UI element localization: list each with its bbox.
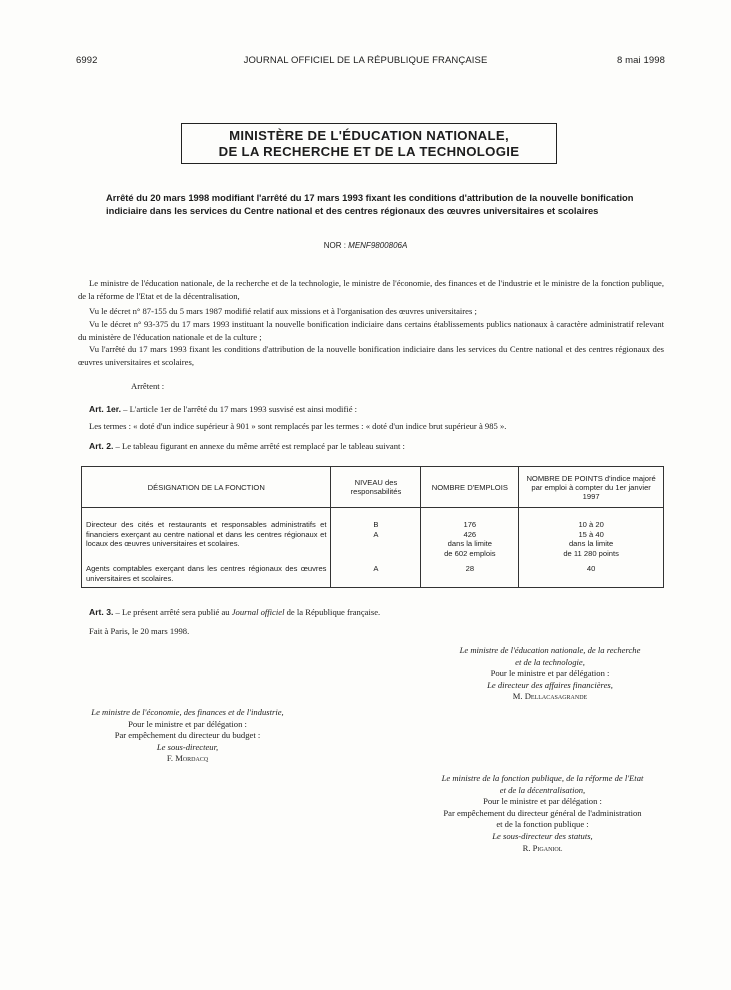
col-header-emplois: NOMBRE D'EMPLOIS xyxy=(421,467,519,508)
cell-points: 40 xyxy=(519,558,664,588)
cell-emplois: 28 xyxy=(421,558,519,588)
ministry-title-box xyxy=(181,123,557,164)
table-row xyxy=(82,508,664,559)
sig3-line6: Le sous-directeur des statuts, xyxy=(492,830,593,841)
sig1-line2: et de la technologie, xyxy=(515,656,585,667)
sig2-line4: Le sous-directeur, xyxy=(156,741,219,752)
cell-points: 10 à 20 15 à 40 dans la limite de 11 280 points xyxy=(519,508,664,559)
sig2-line3: Par empêchement du directeur du budget : xyxy=(114,730,261,741)
article-1-text: – L'article 1er de l'arrêté du 17 mars 1993 susvisé est ainsi modifié : xyxy=(123,404,358,414)
signature-fonction-publique xyxy=(400,773,685,854)
col-header-designation: DÉSIGNATION DE LA FONCTION xyxy=(82,467,331,508)
article-2-label: Art. 2. xyxy=(89,441,114,451)
preamble-vu-1: Vu le décret n° 87-155 du 5 mars 1987 modifié relatif aux missions et à l'organisation des œuvres universitaires ; xyxy=(89,306,477,316)
page-number: 6992 xyxy=(76,55,98,66)
sig1-line3: Pour le ministre et par délégation : xyxy=(490,668,610,679)
col-header-niveau: NIVEAU des responsabilités xyxy=(331,467,421,508)
preamble-vu-3: Vu l'arrêté du 17 mars 1993 fixant les conditions d'attribution de la nouvelle bonification indiciaire dans les services du Centre national et des centres régionaux des œuvres universitaires et scolaires, xyxy=(78,344,664,367)
arrete-title: Arrêté du 20 mars 1998 modifiant l'arrêté du 17 mars 1993 fixant les conditions d'attribution de la nouvelle bonification indiciaire dans les services du Centre national et des centres régionaux des œuvres universitaires et scolaires xyxy=(106,192,634,216)
sig3-line3: Pour le ministre et par délégation : xyxy=(483,796,602,807)
table-row xyxy=(82,558,664,588)
article-2 xyxy=(89,440,664,453)
sig2-line2: Pour le ministre et par délégation : xyxy=(128,718,247,729)
sig1-signatory: M. Dellacasagrande xyxy=(512,691,588,702)
sig3-line1: Le ministre de la fonction publique, de la réforme de l'Etat xyxy=(441,773,644,783)
nor-code: MENF9800806A xyxy=(348,241,408,250)
article-3-text-before: – Le présent arrêté sera publié au xyxy=(115,607,232,617)
issue-date: 8 mai 1998 xyxy=(616,55,665,66)
article-3 xyxy=(89,606,664,619)
sig2-line1: Le ministre de l'économie, des finances et de l'industrie, xyxy=(91,707,284,717)
article-3-label: Art. 3. xyxy=(89,607,114,617)
done-at-paris: Fait à Paris, le 20 mars 1998. xyxy=(89,626,190,636)
ministry-title-line2: DE LA RECHERCHE ET DE LA TECHNOLOGIE xyxy=(218,144,520,159)
article-3-text-after: de la République française. xyxy=(284,607,381,617)
sig3-line4: Par empêchement du directeur général de l'administration xyxy=(443,807,642,818)
table-header-row xyxy=(82,467,664,508)
article-1 xyxy=(89,403,664,416)
nor-label: NOR : xyxy=(323,241,346,250)
sig1-line4: Le directeur des affaires financières, xyxy=(487,679,613,690)
sig1-line1: Le ministre de l'éducation nationale, de la recherche xyxy=(459,645,641,655)
journal-title: JOURNAL OFFICIEL DE LA RÉPUBLIQUE FRANÇAISE xyxy=(243,55,488,66)
ministry-title-line1: MINISTÈRE DE L'ÉDUCATION NATIONALE, xyxy=(229,128,509,143)
article-1-label: Art. 1er. xyxy=(89,404,122,414)
cell-designation: Agents comptables exerçant dans les centres régionaux des œuvres universitaires et scolaires. xyxy=(82,558,331,588)
sig3-signatory: R. Piganiol xyxy=(522,842,563,853)
cell-designation: Directeur des cités et restaurants et responsables administratifs et financiers exerçant au centre national et dans les centres régionaux et locaux des œuvres universitaires et scolaires. xyxy=(82,508,331,559)
functions-table xyxy=(81,466,664,588)
sig3-line2: et de la décentralisation, xyxy=(499,784,586,795)
cell-niveau: A xyxy=(331,558,421,588)
col-header-points: NOMBRE DE POINTS d'indice majoré par emploi à compter du 1er janvier 1997 xyxy=(519,467,664,508)
preamble-vu-2: Vu le décret n° 93-375 du 17 mars 1993 instituant la nouvelle bonification indiciaire dans certains établissements publics nationaux à caractère administratif relevant du ministère de l'éducation nationale et de la culture ; xyxy=(78,319,664,342)
signature-education xyxy=(420,645,680,703)
sig3-line5: et de la fonction publique : xyxy=(496,819,589,830)
article-3-text-italic: Journal officiel xyxy=(231,607,285,617)
nor-reference xyxy=(0,241,731,250)
sig2-signatory: F. Mordacq xyxy=(166,753,209,764)
signature-economie xyxy=(60,707,315,765)
cell-niveau: B A xyxy=(331,508,421,559)
preamble-ministers: Le ministre de l'éducation nationale, de la recherche et de la technologie, le ministre de l'économie, des finances et de l'industrie et le ministre de la fonction publique, de la réforme de l'Etat et de la décentralisation, xyxy=(78,278,664,301)
article-1-replacement: Les termes : « doté d'un indice supérieur à 901 » sont remplacés par les termes : « doté d'un indice brut supérieur à 985 ». xyxy=(89,421,507,431)
article-2-text: – Le tableau figurant en annexe du même arrêté est remplacé par le tableau suivant : xyxy=(115,441,405,451)
cell-emplois: 176 426 dans la limite de 602 emplois xyxy=(421,508,519,559)
arretent: Arrêtent : xyxy=(131,381,165,391)
